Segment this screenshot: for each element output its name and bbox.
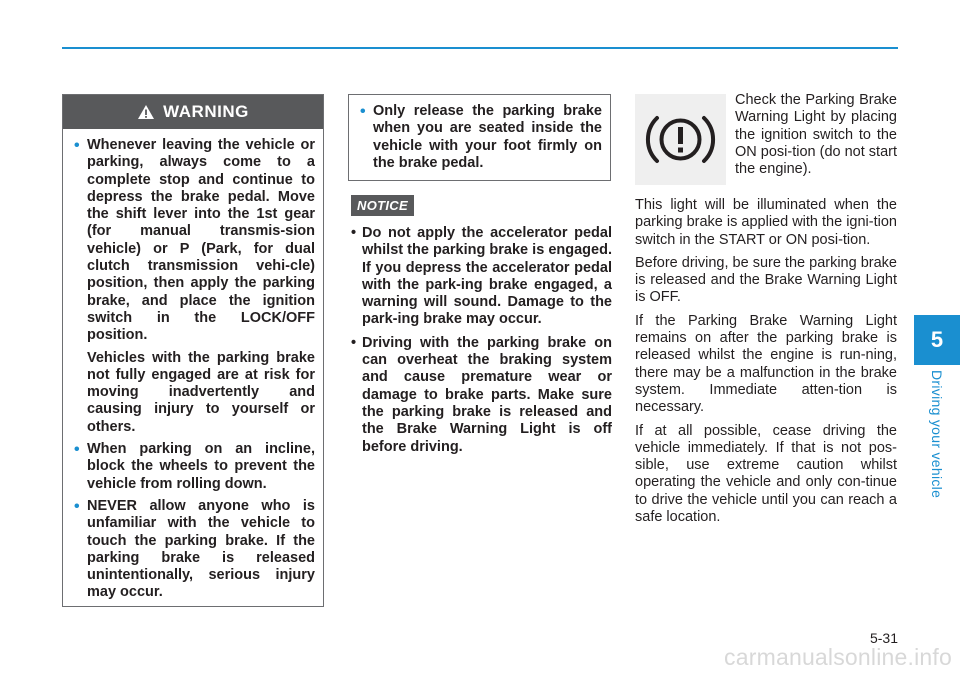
page-number: 5-31 (869, 630, 898, 646)
right-body (635, 197, 897, 532)
top-rule (62, 47, 898, 49)
warning-box (62, 94, 324, 607)
warning-item: • NEVER allow anyone who is unfamiliar with the vehicle to touch the parking brake. If the parking brake is released unintentionally, serious injury may occur. (74, 497, 315, 601)
bullet-icon: • (360, 103, 366, 120)
warning-subparagraph: Vehicles with the parking brake not fully engaged are at risk for moving inadvertently and causing injury to yourself or others. (87, 349, 315, 435)
brake-warning-light-icon (635, 94, 726, 185)
chapter-tab: 5 (914, 315, 960, 365)
notice-item: • Driving with the parking brake on can overheat the braking system and cause premature wear or damage to brake parts. Make sure the parking brake is released and the Brake Warning Light is off before driving. (351, 334, 612, 455)
bullet-icon: • (74, 441, 80, 459)
warning-item: • Whenever leaving the vehicle or parking, always come to a complete stop and continue to depress the brake pedal. Move the shift lever into the 1st gear (for manual transmis-sion vehicle) or P (Park, for dual clutch transmission vehi-cle) position, then apply the parking brake, and place the ignition switch in the LOCK/OFF position. (74, 137, 315, 344)
caution-box (348, 94, 611, 181)
brake-warning-light-svg (635, 94, 726, 185)
bullet-icon: • (351, 334, 357, 351)
body-paragraph: This light will be illuminated when the parking brake is applied with the igni-tion switch in the START or ON posi-tion. (635, 197, 897, 248)
notice-list (348, 225, 612, 462)
warning-title: WARNING (163, 102, 249, 121)
watermark: carmanualsonline.info (724, 644, 952, 670)
warning-header (63, 95, 323, 129)
bullet-icon: • (74, 137, 80, 154)
body-paragraph: Before driving, be sure the parking brake is released and the Brake Warning Light is OFF. (635, 254, 897, 306)
warning-triangle-icon (137, 104, 155, 120)
notice-item: • Do not apply the accelerator pedal whilst the parking brake is engaged. If you depress the accelerator pedal with the park-ing brake engaged, a warning will sound. Damage to the park-ing brake may occur. (351, 225, 612, 328)
warning-body (63, 129, 323, 602)
body-paragraph: If at all possible, cease driving the vehicle immediately. If that is not pos-sible, use extreme caution whilst operating the vehicle and only con-tinue to drive the vehicle until you can reach a safe location. (635, 422, 897, 526)
body-paragraph: If the Parking Brake Warning Light remains on after the parking brake is released whilst the engine is run-ning, there may be a malfunction in the brake system. Immediate atten-tion is necessary. (635, 312, 897, 416)
right-intro-text: Check the Parking Brake Warning Light by placing the ignition switch to the ON posi-tion (do not start the engine). (735, 92, 897, 178)
bullet-icon: • (351, 225, 357, 241)
notice-badge: NOTICE (351, 195, 414, 216)
bullet-icon: • (74, 497, 80, 515)
chapter-title: Driving your vehicle (929, 370, 945, 499)
warning-item: • When parking on an incline, block the wheels to prevent the vehicle from rolling down. (74, 441, 315, 492)
caution-item: • Only release the parking brake when you are seated inside the vehicle with your foot firmly on the brake pedal. (360, 103, 602, 171)
